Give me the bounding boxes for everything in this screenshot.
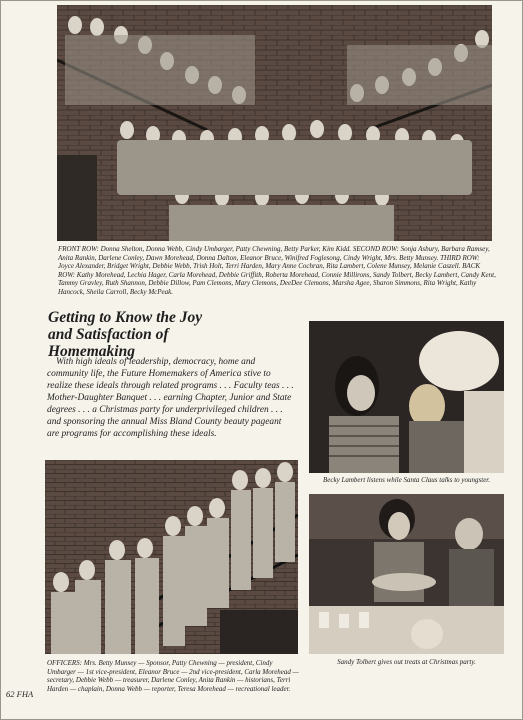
group-photo-caption: FRONT ROW: Donna Shelton, Donna Webb, Cindy Umbarger, Patty Chewning, Betty Parker, Kim Kidd. SECOND ROW: Sonja Asbury, Barbara Ramsey, Anita Rankin, Darlene Conley, Dawn Morehead, Donna Dalton, Eleanor Bruce, Winifred Foglesong, Cindy Wright, Mrs. Betty Munsey. THIRD ROW: Joyce Alexander, Bridget Wright, Debbie Webb, Trish Holt, Terri Harden, Mary Anne Cochran, Rita Lambert, Colene Munsey, Melanie Caszell. BACK ROW: Kathy Morehead, Lechia Hager, Carla Morehead, Debbie Griffith, Roberta Morehead, Connie Millirons, Sandy Tolbert, Becky Lambert, Candy Kent, Tammy Gravley, Ruth Shannon, Debbie Dillow, Pam Clemons, Mary Clemons, DeeDee Clemons, Marsha Agee, Sharon Simmons, Rita Wright, Kathy Hancock, Sheila Carroll, Becky McPeak.: [58, 245, 496, 296]
group-photo-image: [57, 5, 492, 241]
officers-photo: [45, 460, 298, 654]
article-headline: [48, 309, 288, 360]
article-body: With high ideals of leadership, democracy, home and community life, the Future Homemakers of America stive to realize these ideals through related programs . . . Faculty teas . . . Mother-Daughter Banquet . . . earning Chapter, Junior and State degrees . . . a Christmas party for underprivileged children . . . and sponsoring the annual Miss Bland County beauty pageant are programs for accomplishing these ideals.: [47, 357, 294, 439]
group-photo: [57, 5, 492, 241]
officers-photo-image: [45, 460, 298, 654]
treats-photo-image: [309, 494, 504, 654]
officers-photo-caption: OFFICERS: Mrs. Betty Munsey — Sponsor, Patty Chewning — president, Cindy Umbarger — 1st vice-president, Eleanor Bruce — 2nd vice-president, Carla Morehead — secretary, Debbie Webb — treasurer, Darlene Conley, Anita Rankin — historians, Terri Harden — chaplain, Donna Webb — reporter, Teresa Morehead — recreational leader.: [47, 659, 299, 693]
santa-photo: [309, 321, 504, 473]
headline-line-1: Getting to Know the Joy: [48, 309, 203, 326]
treats-photo: [309, 494, 504, 654]
page-folio: 62 FHA: [6, 689, 34, 699]
headline-line-2: and Satisfaction of: [48, 326, 169, 343]
headline-line-3: Homemaking: [48, 343, 135, 360]
santa-photo-image: [309, 321, 504, 473]
treats-photo-caption: Sandy Tolbert gives out treats at Christmas party.: [337, 658, 476, 666]
santa-photo-caption: Becky Lambert listens while Santa Claus talks to youngster.: [322, 476, 490, 484]
